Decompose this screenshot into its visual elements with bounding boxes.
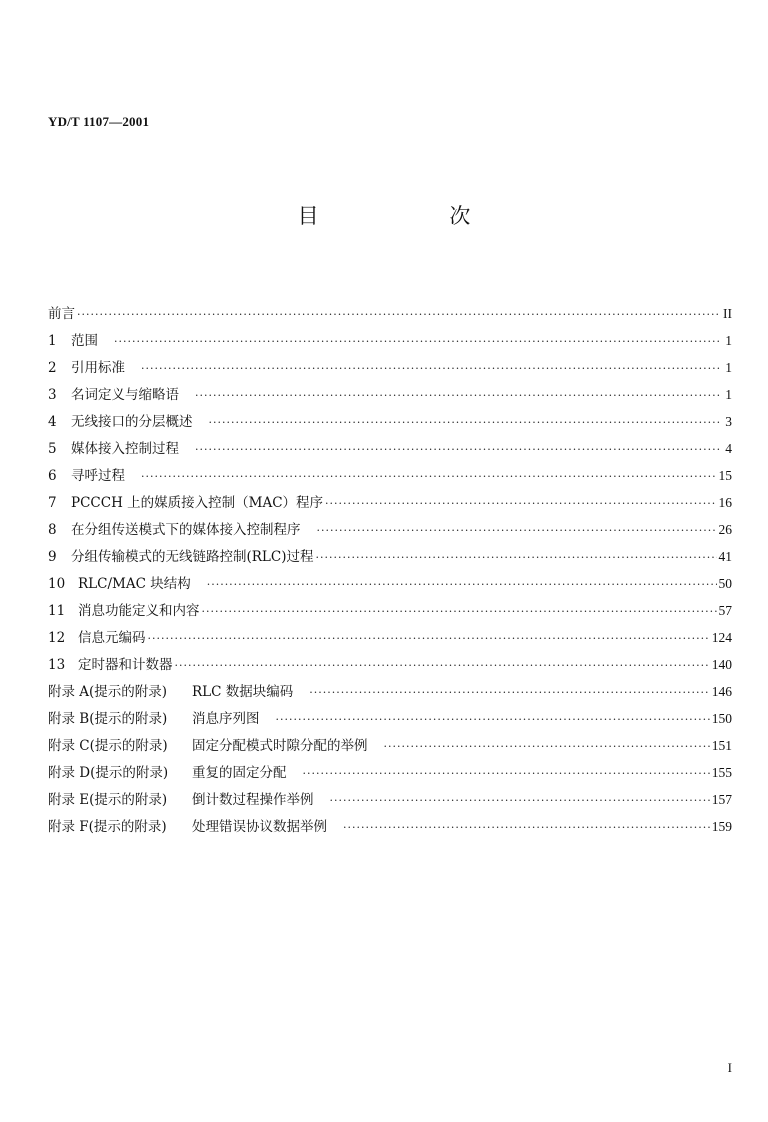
toc-leader-dots bbox=[114, 335, 720, 348]
toc-entry-title: RLC 数据块编码 bbox=[192, 684, 294, 700]
toc-entry-5[interactable] bbox=[48, 437, 732, 464]
toc-entry-appendix-e[interactable] bbox=[48, 788, 732, 815]
toc-leader-dots bbox=[330, 794, 710, 807]
toc-section-number: 12 bbox=[48, 630, 66, 646]
toc-leader-dots bbox=[209, 416, 721, 429]
toc-leader-dots bbox=[276, 713, 710, 726]
toc-entry-title: 消息序列图 bbox=[192, 711, 260, 727]
toc-entry-title: 在分组传送模式下的媒体接入控制程序 bbox=[71, 522, 301, 538]
toc-entry-7[interactable] bbox=[48, 491, 732, 518]
toc-entry-3[interactable] bbox=[48, 383, 732, 410]
toc-page-number: 26 bbox=[718, 522, 732, 537]
toc-leader-dots bbox=[77, 308, 720, 321]
toc-entry-appendix-b[interactable] bbox=[48, 707, 732, 734]
standard-code: YD/T 1107—2001 bbox=[48, 114, 150, 129]
toc-leader-dots bbox=[207, 578, 717, 591]
toc-page-number: 150 bbox=[711, 711, 732, 726]
toc-section-number: 11 bbox=[48, 603, 66, 619]
toc-entry-title: 固定分配模式时隙分配的举例 bbox=[192, 738, 368, 754]
toc-page-number: 15 bbox=[718, 468, 732, 483]
toc-section-number: 3 bbox=[48, 387, 57, 403]
toc-appendix-label: 附录 E(提示的附录) bbox=[48, 792, 168, 808]
toc-page-number: II bbox=[723, 306, 732, 321]
toc-appendix-label: 附录 A(提示的附录) bbox=[48, 684, 168, 700]
page-title: 目 次 bbox=[297, 204, 533, 228]
toc-leader-dots bbox=[175, 659, 710, 672]
toc-page-number: 124 bbox=[711, 630, 732, 645]
toc-appendix-label: 附录 C(提示的附录) bbox=[48, 738, 168, 754]
toc-page-number: 159 bbox=[711, 819, 732, 834]
toc-leader-dots bbox=[141, 362, 720, 375]
toc-leader-dots bbox=[325, 497, 716, 510]
toc-page-number: 50 bbox=[718, 576, 732, 591]
toc-page-number: 151 bbox=[711, 738, 732, 753]
toc-entry-title: 消息功能定义和内容 bbox=[78, 603, 200, 619]
toc-leader-dots bbox=[195, 443, 720, 456]
toc-entry-10[interactable] bbox=[48, 572, 732, 599]
toc-entry-title: 倒计数过程操作举例 bbox=[192, 792, 314, 808]
toc-entry-8[interactable] bbox=[48, 518, 732, 545]
toc-entry-title: 前言 bbox=[48, 306, 75, 322]
toc-leader-dots bbox=[317, 524, 717, 537]
toc-page-number: 140 bbox=[711, 657, 732, 672]
toc-entry-appendix-c[interactable] bbox=[48, 734, 732, 761]
toc-page-number: 41 bbox=[718, 549, 732, 564]
toc-leader-dots bbox=[343, 821, 710, 834]
toc-entry-11[interactable] bbox=[48, 599, 732, 626]
toc-section-number: 4 bbox=[48, 414, 57, 430]
toc-leader-dots bbox=[148, 632, 710, 645]
toc-entry-preface[interactable] bbox=[48, 302, 732, 329]
toc-entry-title: 媒体接入控制过程 bbox=[71, 441, 179, 457]
toc-entry-title: 处理错误协议数据举例 bbox=[192, 819, 327, 835]
toc-section-number: 13 bbox=[48, 657, 66, 673]
toc-entry-2[interactable] bbox=[48, 356, 732, 383]
toc-entry-13[interactable] bbox=[48, 653, 732, 680]
toc-leader-dots bbox=[195, 389, 720, 402]
toc-section-number: 7 bbox=[48, 495, 57, 511]
toc-section-number: 1 bbox=[48, 333, 57, 349]
toc-appendix-label: 附录 D(提示的附录) bbox=[48, 765, 169, 781]
toc-entry-title: 定时器和计数器 bbox=[78, 657, 173, 673]
toc-entry-title: 范围 bbox=[71, 333, 98, 349]
toc-entry-title: 名词定义与缩略语 bbox=[71, 387, 179, 403]
toc-leader-dots bbox=[141, 470, 717, 483]
toc-section-number: 5 bbox=[48, 441, 57, 457]
toc-leader-dots bbox=[303, 767, 710, 780]
toc-section-number: 8 bbox=[48, 522, 57, 538]
toc-entry-9[interactable] bbox=[48, 545, 732, 572]
toc-appendix-label: 附录 F(提示的附录) bbox=[48, 819, 167, 835]
toc-page-number: 157 bbox=[711, 792, 732, 807]
toc-entry-title: 无线接口的分层概述 bbox=[71, 414, 193, 430]
toc-page-number: 146 bbox=[711, 684, 732, 699]
toc-page-number: 16 bbox=[718, 495, 732, 510]
toc-entry-12[interactable] bbox=[48, 626, 732, 653]
page-number: I bbox=[727, 1060, 732, 1075]
toc-page-number: 1 bbox=[725, 360, 732, 375]
toc-page-number: 57 bbox=[718, 603, 732, 618]
toc-leader-dots bbox=[309, 686, 710, 699]
table-of-contents bbox=[48, 302, 732, 842]
toc-entry-title: RLC/MAC 块结构 bbox=[78, 576, 191, 592]
toc-entry-title: 寻呼过程 bbox=[71, 468, 125, 484]
toc-appendix-label: 附录 B(提示的附录) bbox=[48, 711, 168, 727]
toc-section-number: 9 bbox=[48, 549, 57, 565]
toc-entry-1[interactable] bbox=[48, 329, 732, 356]
toc-leader-dots bbox=[384, 740, 710, 753]
toc-entry-title: 信息元编码 bbox=[78, 630, 146, 646]
toc-entry-appendix-f[interactable] bbox=[48, 815, 732, 842]
toc-section-number: 10 bbox=[48, 576, 66, 592]
toc-section-number: 6 bbox=[48, 468, 57, 484]
toc-page-number: 155 bbox=[711, 765, 732, 780]
toc-entry-appendix-d[interactable] bbox=[48, 761, 732, 788]
toc-page-number: 1 bbox=[725, 333, 732, 348]
toc-page-number: 1 bbox=[725, 387, 732, 402]
toc-entry-title: 重复的固定分配 bbox=[192, 765, 287, 781]
toc-entry-6[interactable] bbox=[48, 464, 732, 491]
toc-page-number: 4 bbox=[725, 441, 732, 456]
toc-section-number: 2 bbox=[48, 360, 57, 376]
toc-page-number: 3 bbox=[725, 414, 732, 429]
toc-entry-title: 引用标准 bbox=[71, 360, 125, 376]
toc-entry-title: 分组传输模式的无线链路控制(RLC)过程 bbox=[71, 549, 314, 565]
toc-entry-title: PCCCH 上的媒质接入控制（MAC）程序 bbox=[71, 495, 324, 511]
toc-leader-dots bbox=[316, 551, 717, 564]
toc-entry-appendix-a[interactable] bbox=[48, 680, 732, 707]
toc-entry-4[interactable] bbox=[48, 410, 732, 437]
toc-leader-dots bbox=[202, 605, 717, 618]
